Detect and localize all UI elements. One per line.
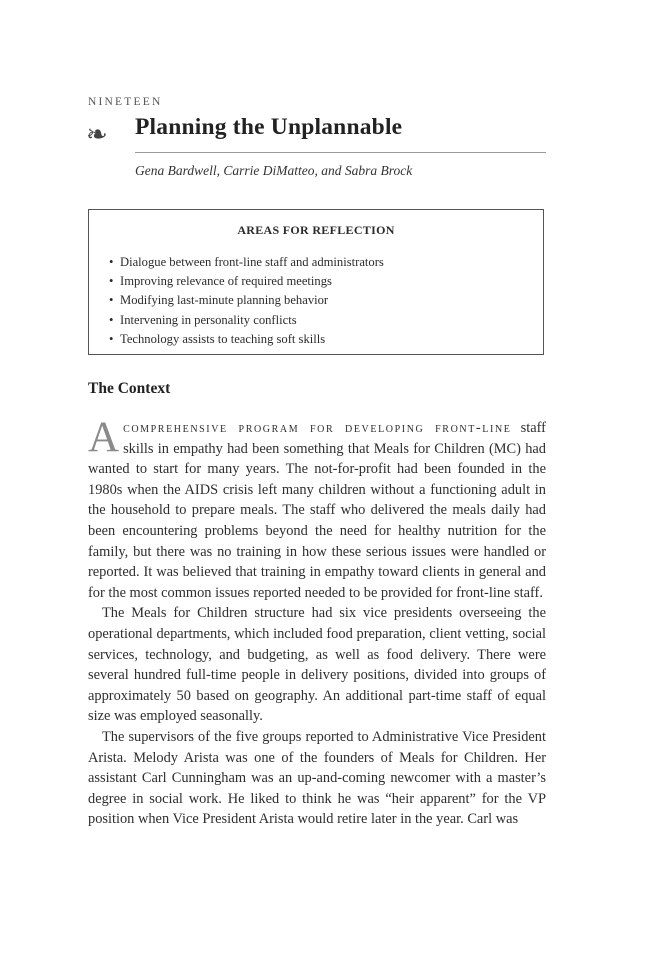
bullet-icon: •: [109, 331, 114, 346]
bullet-icon: •: [109, 312, 114, 327]
reflection-item-text: Modifying last-minute planning behavior: [120, 293, 329, 308]
reflection-item: [109, 291, 384, 310]
bullet-icon: •: [109, 255, 114, 269]
reflection-item-text: Dialogue between front-line staff and administrators: [120, 255, 384, 269]
reflection-box: [88, 209, 544, 355]
reflection-item: [109, 272, 384, 291]
lead-in-smallcaps: comprehensive program for developing front-line: [123, 420, 512, 436]
reflection-item-text: Improving relevance of required meetings: [120, 274, 332, 289]
chapter-title: Planning the Unplannable: [135, 114, 403, 140]
chapter-authors: Gena Bardwell, Carrie DiMatteo, and Sabra Brock: [135, 163, 413, 178]
paragraph: [88, 414, 546, 603]
section-heading: The Context: [88, 380, 171, 397]
reflection-item: [109, 330, 384, 349]
reflection-item: [109, 253, 384, 272]
bullet-icon: •: [109, 274, 114, 289]
bullet-icon: •: [109, 293, 114, 308]
paragraph-text: staff skills in empathy had been something that Meals for Children (MC) had wanted to start for many years. The not-for-profit had been founded in the 1980s when the AIDS crisis left many children without a functioning adult in the household to prepare meals. The staff who delivered the meals daily had been encountering problems beyond the need for healthy nutrition for the family, but there was no training in how these serious issues were handled or reported. It was believed that training in empathy toward clients in general and for the most common issues reported needed to be provided for front-line staff.: [88, 420, 546, 601]
reflection-item: [109, 311, 384, 330]
paragraph: The supervisors of the five groups reported to Administrative Vice President Arista. Melody Arista was one of the founders of Meals for Children. Her assistant Carl Cunningham was an up-and-coming newcomer with a master’s degree in social work. He liked to think he was “heir apparent” for the VP position when Vice President Arista would retire later in the year. Carl was: [88, 728, 546, 828]
reflection-item-text: Technology assists to teaching soft skills: [120, 331, 326, 346]
title-rule: [135, 152, 546, 153]
reflection-heading: AREAS FOR REFLECTION: [237, 223, 395, 237]
paragraph: The Meals for Children structure had six vice presidents overseeing the operational departments, which included food preparation, client vetting, social services, technology, and budgeting, as well as food delivery. There were several hundred full-time people in delivery positions, divided into groups of approximately 50 based on geography. An additional part-time staff of equal size was employed seasonally.: [88, 605, 546, 725]
reflection-item-text: Intervening in personality conflicts: [120, 312, 297, 327]
body-text: [88, 414, 546, 830]
chapter-number: NINETEEN: [88, 96, 163, 108]
chapter-ornament-icon: ❧: [86, 120, 108, 150]
reflection-list: [109, 253, 384, 349]
drop-cap: A: [88, 414, 120, 461]
